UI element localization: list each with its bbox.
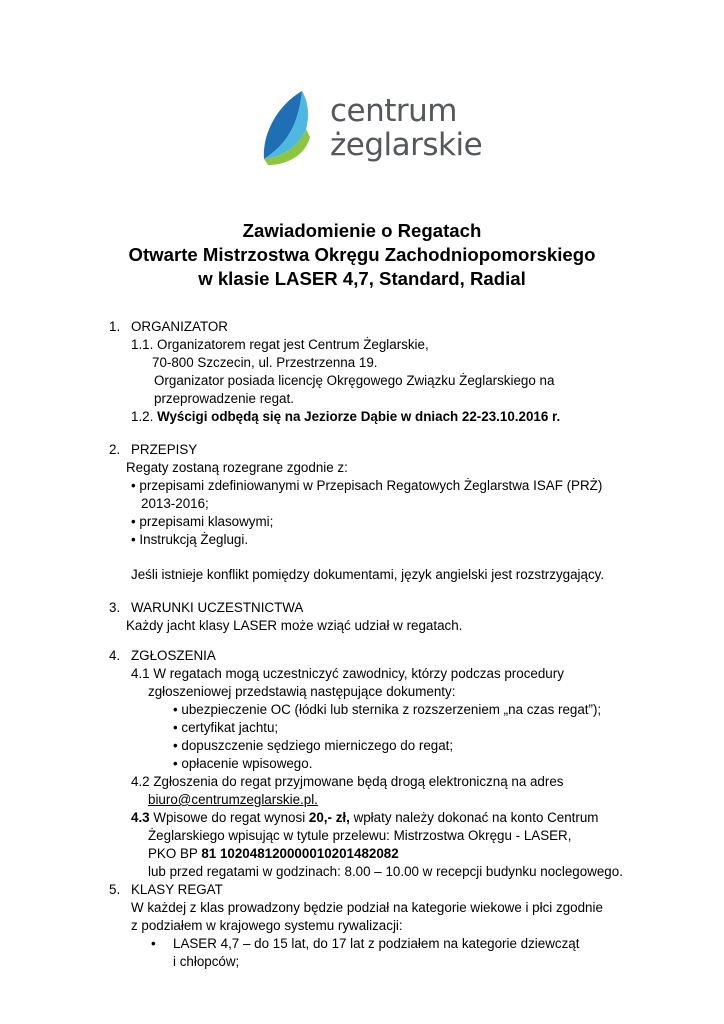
sail-icon	[258, 85, 328, 175]
list-item: • ubezpieczenie OC (łódki lub sternika z rozszerzeniem „na czas regat”);	[173, 702, 602, 717]
fee-text: wpłaty należy dokonać na konto Centrum	[349, 810, 599, 825]
bank-label: PKO BP	[148, 846, 202, 861]
paragraph-line	[131, 809, 598, 827]
section-number: 5.	[109, 882, 121, 897]
paragraph-line	[131, 408, 560, 426]
paragraph-line: przeprowadzenie regat.	[154, 391, 294, 406]
venue-date-text: Wyścigi odbędą się na Jeziorze Dąbie w dniach 22-23.10.2016 r.	[157, 409, 561, 424]
bank-account-line	[148, 845, 399, 863]
paragraph-line: Jeśli istnieje konflikt pomiędzy dokumentami, język angielski jest rozstrzygający.	[131, 567, 605, 582]
paragraph-line: z podziałem w krajowego systemu rywalizacji:	[131, 918, 403, 933]
paragraph-line: W każdej z klas prowadzony będzie podział na kategorie wiekowe i płci zgodnie	[131, 900, 603, 915]
list-item: • Instrukcją Żeglugi.	[131, 532, 249, 547]
list-item: LASER 4,7 – do 15 lat, do 17 lat z podziałem na kategorie dziewcząt	[173, 936, 580, 951]
paragraph-line: 1.1. Organizatorem regat jest Centrum Żeglarskie,	[131, 337, 429, 352]
paragraph-line: Organizator posiada licencję Okręgowego Związku Żeglarskiego na	[154, 373, 555, 388]
logo-line-zeglarskie: żeglarskie	[330, 127, 483, 163]
paragraph-line: Regaty zostaną rozegrane zgodnie z:	[126, 460, 348, 475]
list-bullet: •	[151, 936, 156, 951]
section-title: PRZEPISY	[131, 442, 198, 457]
fee-amount: 20,- zł,	[308, 810, 350, 825]
paragraph-line: 70-800 Szczecin, ul. Przestrzenna 19.	[152, 355, 378, 370]
list-item: • certyfikat jachtu;	[173, 720, 279, 735]
document-subtitle-1: Otwarte Mistrzostwa Okręgu Zachodniopomorskiego	[128, 244, 596, 265]
list-item: • dopuszczenie sędziego mierniczego do regat;	[173, 738, 454, 753]
section-number: 2.	[109, 442, 121, 457]
section-title: WARUNKI UCZESTNICTWA	[131, 600, 304, 615]
paragraph-line: zgłoszeniowej przedstawią następujące dokumenty:	[148, 684, 456, 699]
section-number: 4.	[109, 648, 121, 663]
paragraph-line: 4.1 W regatach mogą uczestniczyć zawodnicy, którzy podczas procedury	[131, 666, 564, 681]
list-item: • przepisami zdefiniowanymi w Przepisach Regatowych Żeglarstwa ISAF (PRŻ)	[131, 478, 603, 493]
item-number: 4.3	[131, 810, 150, 825]
section-title: ORGANIZATOR	[131, 319, 228, 334]
list-item: • opłacenie wpisowego.	[173, 756, 313, 771]
bank-account-number: 81 1020481200000102014820​82	[201, 846, 399, 861]
document-title: Zawiadomienie o Regatach	[242, 220, 482, 241]
logo-line-centrum: centrum	[330, 93, 458, 129]
fee-text: Wpisowe do regat wynosi	[149, 810, 309, 825]
paragraph-line: Każdy jacht klasy LASER może wziąć udział w regatach.	[126, 618, 463, 633]
list-item-continuation: 2013-2016;	[141, 496, 209, 511]
centrum-zeglarskie-logo	[258, 85, 483, 175]
paragraph-line: lub przed regatami w godzinach: 8.00 – 10.00 w recepcji budynku noclegowego.	[148, 864, 623, 879]
document-subtitle-2: w klasie LASER 4,7, Standard, Radial	[198, 268, 526, 289]
list-item-continuation: i chłopców;	[173, 954, 240, 969]
item-number: 1.2.	[131, 409, 158, 424]
email-link[interactable]: biuro@centrumzeglarskie.pl.	[148, 792, 318, 807]
paragraph-line: 4.2 Zgłoszenia do regat przyjmowane będą drogą elektroniczną na adres	[131, 774, 564, 789]
paragraph-line: Żeglarskiego wpisując w tytule przelewu: Mistrzostwa Okręgu - LASER,	[148, 828, 572, 843]
section-title: ZGŁOSZENIA	[131, 648, 216, 663]
section-title: KLASY REGAT	[131, 882, 223, 897]
list-item: • przepisami klasowymi;	[131, 514, 274, 529]
section-number: 3.	[109, 600, 121, 615]
section-number: 1.	[109, 319, 121, 334]
